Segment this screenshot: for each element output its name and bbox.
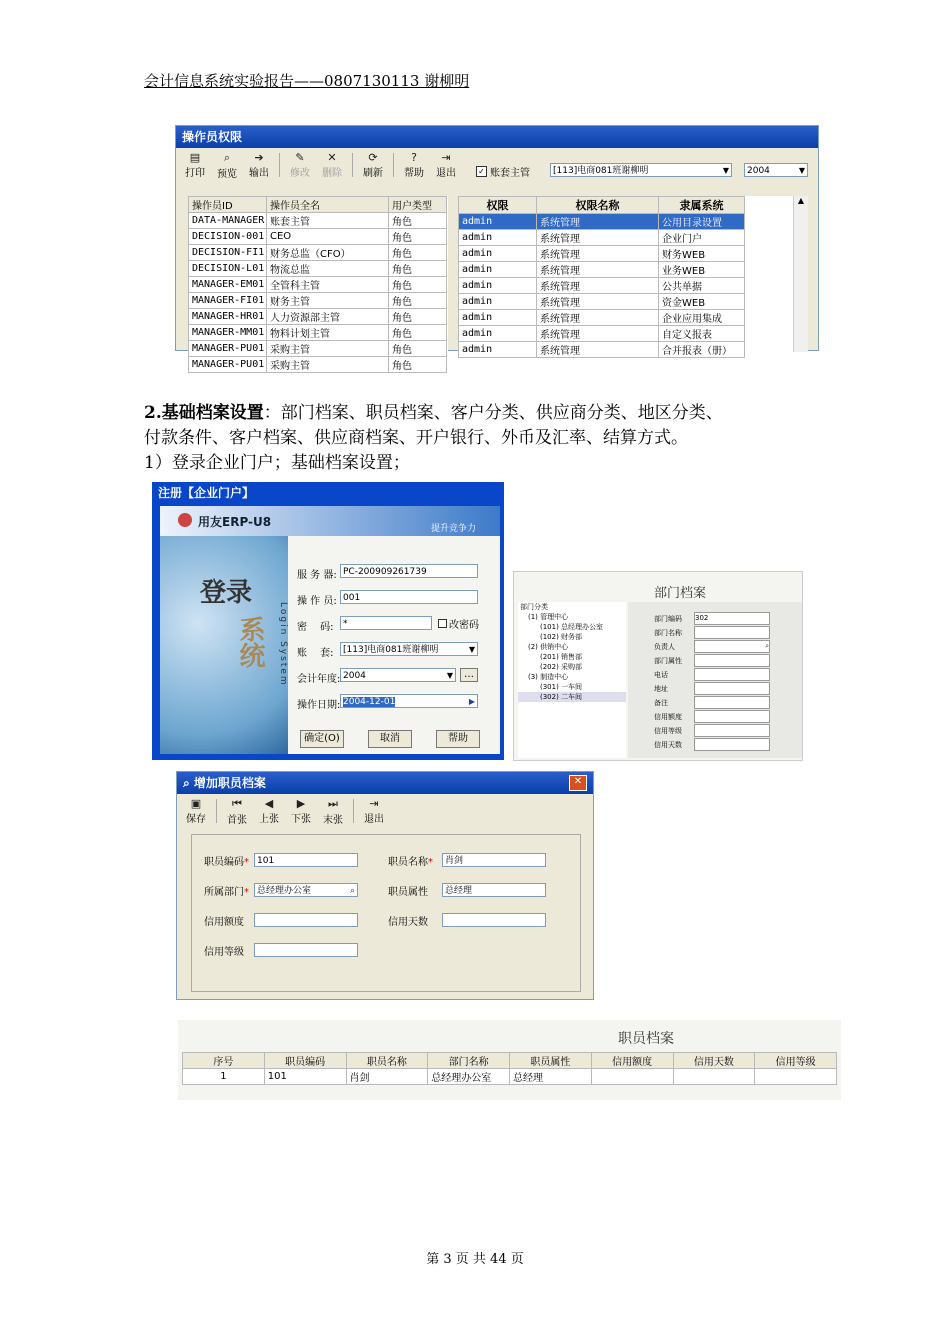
vertical-caption: Login System — [278, 602, 288, 687]
table-row[interactable] — [459, 342, 745, 358]
emp-name-input[interactable]: 肖剑 — [442, 853, 546, 867]
dropdown-arrow-icon: ▼ — [798, 166, 805, 175]
table-cell: 系统管理 — [537, 310, 659, 326]
table-cell: MANAGER-PU01 — [189, 341, 267, 357]
table-cell: 物料计划主管 — [267, 325, 389, 341]
login-body — [160, 506, 500, 754]
table-cell: 角色 — [389, 341, 447, 357]
exit-icon: ⇥ — [369, 797, 379, 810]
table-cell: 合并报表（册） — [659, 342, 745, 358]
account-label: 账 套: — [297, 648, 334, 659]
operator-input[interactable]: 001 — [340, 590, 478, 604]
table-cell: MANAGER-PU01 — [189, 357, 267, 373]
column-header[interactable]: 信用额度 — [591, 1053, 673, 1069]
column-header[interactable]: 权限名称 — [537, 197, 659, 214]
emp-list-title: 职员档案 — [618, 1031, 674, 1047]
year-select[interactable]: 2004 ▼ — [340, 668, 456, 682]
first-icon: ⏮ — [232, 797, 242, 810]
table-row[interactable] — [189, 325, 447, 341]
table-cell: 角色 — [389, 357, 447, 373]
section-text-line: 付款条件、客户档案、供应商档案、开户银行、外币及汇率、结算方式。 — [144, 428, 688, 448]
table-cell: 企业门户 — [659, 230, 745, 246]
preview-icon: ⌕ — [223, 151, 231, 164]
account-select[interactable]: [113]电商081班谢柳明 ▼ — [340, 642, 478, 656]
emp-code-label: 职员编码* — [204, 857, 249, 868]
brand-banner — [160, 506, 500, 536]
table-cell — [755, 1069, 837, 1085]
dropdown-arrow-icon: ▼ — [446, 671, 453, 680]
table-cell: admin — [459, 246, 537, 262]
grid-header-row — [183, 1053, 837, 1069]
table-cell: 角色 — [389, 309, 447, 325]
prev-icon: ◀ — [264, 797, 274, 810]
table-row[interactable] — [183, 1069, 837, 1085]
toolbar-separator — [352, 153, 353, 177]
dept-input[interactable]: 总经理办公室 ⌕ — [254, 883, 358, 897]
table-cell: 自定义报表 — [659, 326, 745, 342]
table-cell: 总经理办公室 — [428, 1069, 510, 1085]
table-cell: MANAGER-HR01 — [189, 309, 267, 325]
tree-node[interactable]: (1) 管理中心 — [528, 613, 569, 621]
table-cell: 系统管理 — [537, 278, 659, 294]
dept-field-input[interactable] — [694, 668, 770, 681]
table-cell: 账套主管 — [267, 213, 389, 229]
table-cell: DATA-MANAGER — [189, 213, 267, 229]
dept-field-label: 部门属性 — [654, 657, 682, 665]
permission-grid — [458, 196, 808, 357]
table-cell: 系统管理 — [537, 262, 659, 278]
table-cell: 角色 — [389, 293, 447, 309]
table-cell: 资金WEB — [659, 294, 745, 310]
credit-days-label: 信用天数 — [388, 917, 428, 928]
required-mark: * — [428, 857, 433, 868]
preview-button[interactable]: ⌕ 预览 — [217, 151, 237, 180]
year-select[interactable]: 2004 ▼ — [744, 163, 808, 177]
dept-field-label: 电话 — [654, 671, 668, 679]
dept-field-label: 信用额度 — [654, 713, 682, 721]
table-cell: 公共单据 — [659, 278, 745, 294]
exit-button[interactable]: ⇥ 退出 — [436, 151, 456, 179]
table-cell: 企业应用集成 — [659, 310, 745, 326]
toolbar-separator — [353, 799, 354, 823]
table-cell: MANAGER-MM01 — [189, 325, 267, 341]
table-cell: admin — [459, 326, 537, 342]
server-label: 服 务 器: — [297, 570, 337, 581]
table-cell: 系统管理 — [537, 246, 659, 262]
table-row[interactable] — [459, 246, 745, 262]
login-window — [152, 482, 504, 760]
department-window — [513, 571, 803, 761]
dept-field-label: 信用等级 — [654, 727, 682, 735]
table-cell: 101 — [264, 1069, 346, 1085]
table-cell: admin — [459, 262, 537, 278]
vertical-scrollbar[interactable] — [793, 196, 808, 352]
window-title: ⌕ 增加职员档案 ✕ — [177, 772, 593, 794]
printer-icon: ▤ — [189, 151, 201, 164]
search-icon[interactable]: ⌕ — [349, 886, 355, 896]
delete-button[interactable]: ✕ 删除 — [322, 151, 342, 179]
table-cell: DECISION-001 — [189, 229, 267, 245]
section-title: 2.基础档案设置 — [144, 403, 264, 423]
password-label: 密 码: — [297, 622, 334, 633]
table-row[interactable] — [459, 310, 745, 326]
checkbox-checked-icon: ✓ — [476, 166, 487, 177]
dept-field-input[interactable]: 302 — [694, 612, 770, 625]
year-label: 会计年度: — [297, 674, 341, 685]
dept-field-input[interactable] — [694, 738, 770, 751]
modify-button[interactable]: ✎ 修改 — [290, 151, 310, 179]
table-cell: CEO — [267, 229, 389, 245]
emp-form-panel — [191, 834, 581, 992]
dropdown-arrow-icon: ▼ — [722, 166, 729, 175]
save-button[interactable]: ▣ 保存 — [186, 797, 206, 825]
account-select[interactable]: [113]电商081班谢柳明 ▼ — [550, 163, 732, 177]
column-header[interactable]: 用户类型 — [389, 197, 447, 213]
column-header[interactable]: 序号 — [183, 1053, 265, 1069]
table-row[interactable] — [189, 341, 447, 357]
table-cell: 角色 — [389, 277, 447, 293]
table-cell: admin — [459, 310, 537, 326]
column-header[interactable]: 操作员全名 — [267, 197, 389, 213]
dept-field-input[interactable] — [694, 654, 770, 667]
brand-name: 用友ERP-U8 — [198, 515, 272, 529]
table-cell: 肖剑 — [346, 1069, 428, 1085]
credit-limit-label: 信用额度 — [204, 917, 244, 928]
employee-list-window — [178, 1020, 841, 1100]
delete-icon: ✕ — [327, 151, 337, 164]
dept-field-input[interactable] — [694, 682, 770, 695]
window-title: 注册【企业门户】 — [158, 486, 255, 500]
table-cell: MANAGER-FI01 — [189, 293, 267, 309]
export-button[interactable]: ➔ 输出 — [249, 151, 269, 179]
table-cell — [591, 1069, 673, 1085]
table-row[interactable] — [459, 326, 745, 342]
date-label: 操作日期: — [297, 700, 341, 711]
column-header[interactable]: 信用天数 — [673, 1053, 755, 1069]
print-button[interactable]: ▤ 打印 — [185, 151, 205, 179]
table-cell: admin — [459, 230, 537, 246]
cancel-button[interactable]: 取消 — [368, 730, 412, 748]
column-header[interactable]: 职员编码 — [264, 1053, 346, 1069]
table-row[interactable] — [189, 245, 447, 261]
edit-icon: ✎ — [295, 151, 305, 164]
table-cell: 系统管理 — [537, 342, 659, 358]
table-cell: 系统管理 — [537, 214, 659, 230]
dept-field-label: 信用天数 — [654, 741, 682, 749]
emp-code-input[interactable]: 101 — [254, 853, 358, 867]
dept-field-input[interactable] — [694, 626, 770, 639]
tree-node[interactable]: (2) 供销中心 — [528, 643, 569, 651]
table-row[interactable] — [189, 277, 447, 293]
required-mark: * — [244, 857, 249, 868]
section-heading-line — [144, 401, 723, 426]
next-icon: ▶ — [296, 797, 306, 810]
table-row[interactable] — [189, 309, 447, 325]
emp-toolbar — [177, 794, 593, 828]
grid-header-row — [189, 197, 447, 213]
table-cell: 角色 — [389, 245, 447, 261]
date-input[interactable]: 2004-12-01 ▶ — [340, 694, 478, 708]
credit-limit-input[interactable] — [254, 913, 358, 927]
last-button[interactable]: ⏭ 末张 — [323, 797, 343, 826]
close-button[interactable]: ✕ — [569, 775, 587, 791]
tree-node[interactable]: (301) 一车间 — [540, 683, 583, 691]
table-row[interactable] — [459, 230, 745, 246]
help-button[interactable]: 帮助 — [436, 730, 480, 748]
dept-tree — [518, 602, 626, 758]
emp-name-label: 职员名称* — [388, 857, 433, 868]
credit-days-input[interactable] — [442, 913, 546, 927]
tree-node[interactable]: (201) 销售部 — [540, 653, 583, 661]
tree-node[interactable]: (302) 二车间 — [518, 692, 626, 702]
login-big-text: 登录 — [200, 578, 253, 608]
column-header[interactable]: 操作员ID — [189, 197, 267, 213]
table-row[interactable] — [189, 229, 447, 245]
table-cell: 角色 — [389, 229, 447, 245]
first-button[interactable]: ⏮ 首张 — [227, 797, 247, 826]
dept-title: 部门档案 — [654, 586, 707, 601]
dept-field-input[interactable] — [694, 710, 770, 723]
employee-table — [182, 1052, 837, 1085]
scroll-up-icon[interactable]: ▲ — [797, 196, 805, 205]
slogan: 提升竞争力 — [430, 524, 476, 534]
column-header[interactable]: 职员属性 — [510, 1053, 592, 1069]
table-cell: DECISION-FI1 — [189, 245, 267, 261]
dept-field-label: 负责人 — [654, 643, 675, 651]
table-row[interactable] — [189, 357, 447, 373]
table-cell: admin — [459, 294, 537, 310]
column-header[interactable]: 隶属系统 — [659, 197, 745, 214]
checkbox-icon — [438, 619, 447, 628]
table-cell: 人力资源部主管 — [267, 309, 389, 325]
step-text: 1）登录企业门户；基础档案设置； — [144, 453, 410, 473]
table-cell: admin — [459, 214, 537, 230]
table-cell: 采购主管 — [267, 341, 389, 357]
master-checkbox[interactable]: ✓ 账套主管 — [476, 164, 530, 179]
dept-field-input[interactable] — [694, 640, 770, 653]
save-icon: ▣ — [190, 797, 202, 810]
table-cell: 采购主管 — [267, 357, 389, 373]
emp-attr-label: 职员属性 — [388, 887, 428, 898]
add-employee-window — [176, 771, 594, 1000]
table-cell: 1 — [183, 1069, 265, 1085]
search-icon: ⌕ — [183, 776, 194, 790]
table-row[interactable] — [189, 293, 447, 309]
table-cell: 财务WEB — [659, 246, 745, 262]
operator-permission-window — [175, 125, 819, 372]
table-cell: admin — [459, 342, 537, 358]
table-row[interactable] — [459, 294, 745, 310]
table-cell: 系统管理 — [537, 230, 659, 246]
grid-header-row — [459, 197, 745, 214]
last-icon: ⏭ — [328, 797, 338, 810]
table-cell: 公用目录设置 — [659, 214, 745, 230]
column-header[interactable]: 部门名称 — [428, 1053, 510, 1069]
section-text: ：部门档案、职员档案、客户分类、供应商分类、地区分类、 — [263, 403, 723, 423]
search-icon[interactable]: ⌕ — [765, 642, 769, 650]
exit-button[interactable]: ⇥ 退出 — [364, 797, 384, 825]
table-cell: 物流总监 — [267, 261, 389, 277]
column-header[interactable]: 信用等级 — [755, 1053, 837, 1069]
column-header[interactable]: 职员名称 — [346, 1053, 428, 1069]
table-cell: 总经理 — [510, 1069, 592, 1085]
chevron-right-icon[interactable]: ▶ — [468, 697, 475, 706]
refresh-icon: ⟳ — [368, 151, 378, 164]
change-password-checkbox[interactable]: 改密码 — [438, 616, 479, 631]
table-cell: 系统管理 — [537, 294, 659, 310]
dropdown-arrow-icon: ▼ — [468, 645, 475, 654]
table-row[interactable] — [459, 278, 745, 294]
table-cell: 角色 — [389, 325, 447, 341]
page-footer: 第 3 页 共 44 页 — [426, 1252, 524, 1267]
required-mark: * — [244, 887, 249, 898]
table-cell: 角色 — [389, 213, 447, 229]
year-browse-button[interactable]: … — [460, 668, 478, 682]
tree-node[interactable]: 部门分类 — [520, 603, 548, 611]
table-row[interactable] — [189, 261, 447, 277]
toolbar-separator — [216, 799, 217, 823]
table-cell: 系统管理 — [537, 326, 659, 342]
exit-icon: ⇥ — [441, 151, 451, 164]
operator-label: 操 作 员: — [297, 596, 337, 607]
toolbar-separator — [279, 153, 280, 177]
table-cell: 财务主管 — [267, 293, 389, 309]
table-row[interactable] — [189, 213, 447, 229]
dept-field-input[interactable] — [694, 696, 770, 709]
tree-node[interactable]: (202) 采购部 — [540, 663, 583, 671]
table-row[interactable] — [459, 214, 745, 230]
table-row[interactable] — [459, 262, 745, 278]
system-big-text: 系统 — [235, 616, 265, 668]
table-cell: 全管科主管 — [267, 277, 389, 293]
table-cell: MANAGER-EM01 — [189, 277, 267, 293]
dept-field-input[interactable] — [694, 724, 770, 737]
ok-button[interactable]: 确定(O) — [300, 730, 344, 748]
column-header[interactable]: 权限 — [459, 197, 537, 214]
table-cell: 财务总监（CFO） — [267, 245, 389, 261]
tree-node[interactable]: (3) 制造中心 — [528, 673, 569, 681]
toolbar-separator — [393, 153, 394, 177]
help-button[interactable]: ? 帮助 — [404, 151, 424, 179]
credit-grade-input[interactable] — [254, 943, 358, 957]
dept-label: 所属部门* — [204, 887, 249, 898]
dept-field-label: 地址 — [654, 685, 668, 693]
table-cell: admin — [459, 278, 537, 294]
emp-attr-input[interactable]: 总经理 — [442, 883, 546, 897]
table-cell: 业务WEB — [659, 262, 745, 278]
dept-form — [628, 602, 802, 758]
prev-button[interactable]: ◀ 上张 — [259, 797, 279, 825]
help-icon: ? — [411, 151, 417, 164]
server-input[interactable]: PC-200909261739 — [340, 564, 478, 578]
page-header: 会计信息系统实验报告——0807130113 谢柳明 — [144, 72, 470, 90]
table-cell: 角色 — [389, 261, 447, 277]
credit-grade-label: 信用等级 — [204, 947, 244, 958]
export-icon: ➔ — [254, 151, 264, 164]
window-title: 操作员权限 — [176, 126, 818, 148]
table-cell — [673, 1069, 755, 1085]
next-button[interactable]: ▶ 下张 — [291, 797, 311, 825]
dept-field-label: 部门编码 — [654, 615, 682, 623]
tree-node[interactable]: (102) 财务部 — [540, 633, 583, 641]
refresh-button[interactable]: ⟳ 刷新 — [363, 151, 383, 179]
operator-grid — [188, 196, 448, 372]
tree-node[interactable]: (101) 总经理办公室 — [540, 623, 604, 631]
dept-field-label: 备注 — [654, 699, 668, 707]
dept-field-label: 部门名称 — [654, 629, 682, 637]
table-cell: DECISION-L01 — [189, 261, 267, 277]
password-input[interactable]: * — [340, 616, 432, 630]
brand-logo-icon — [178, 513, 192, 527]
